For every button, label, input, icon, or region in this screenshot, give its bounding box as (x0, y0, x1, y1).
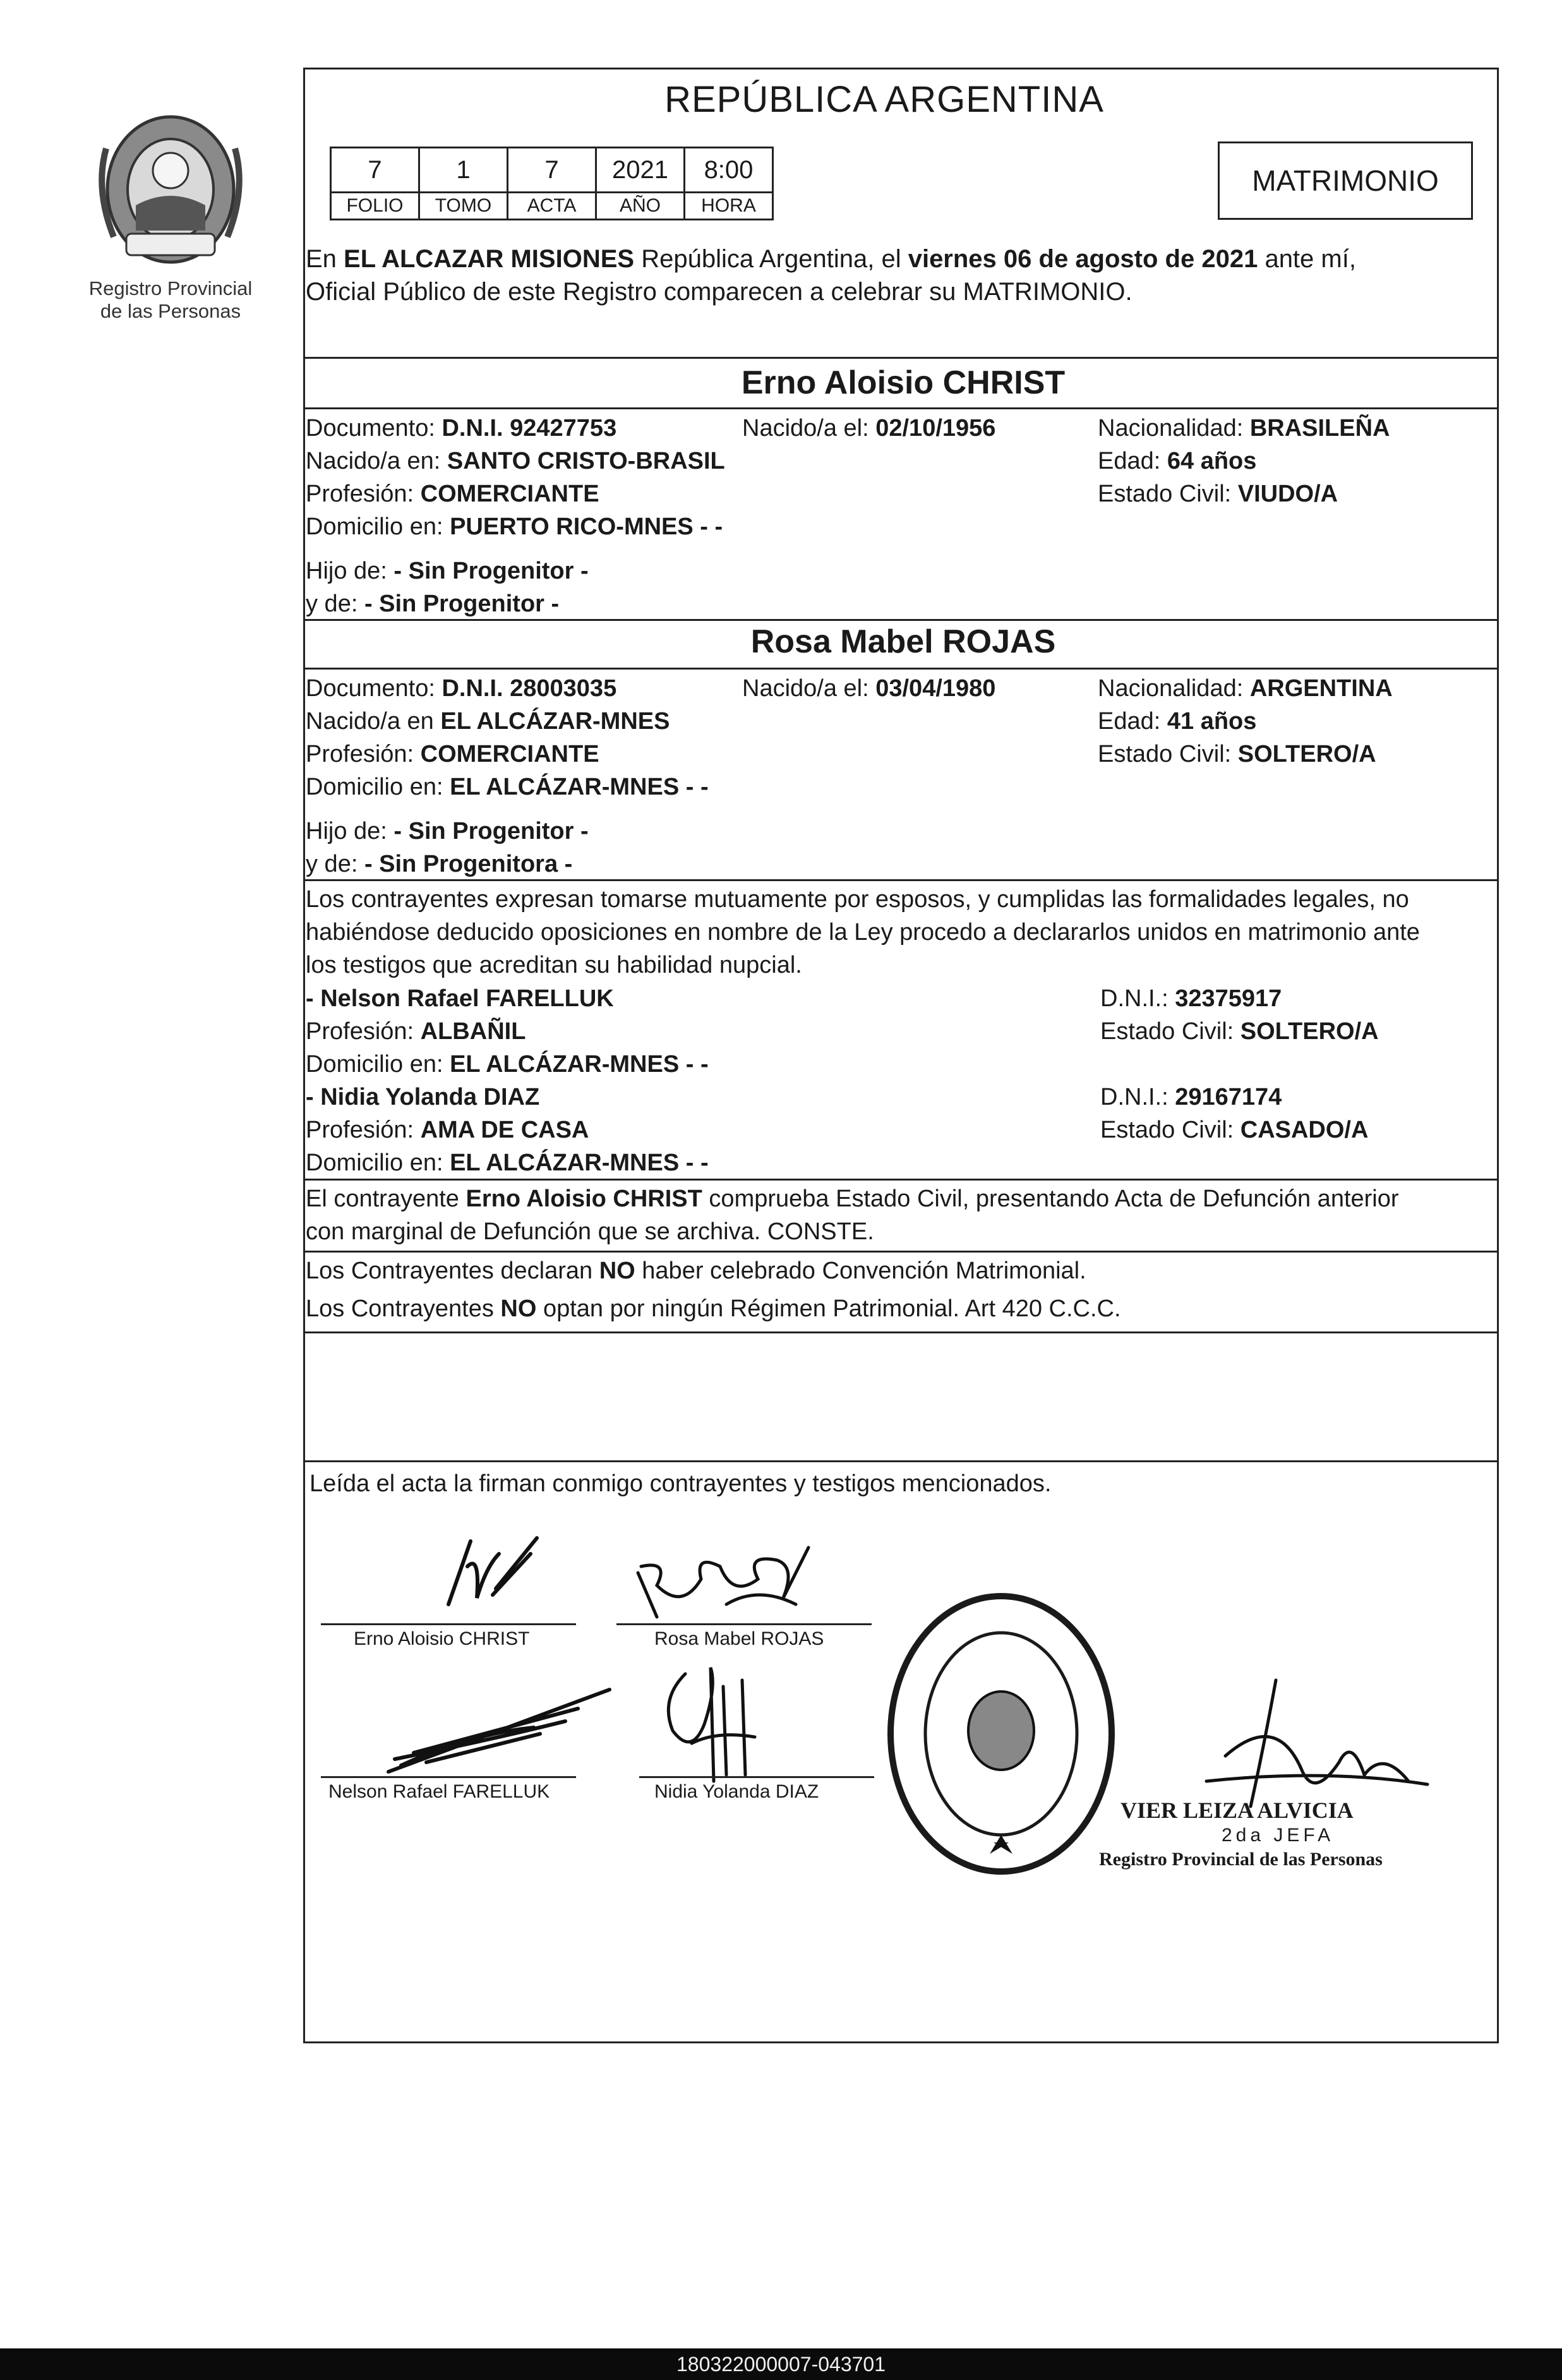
witness1-name: - Nelson Rafael FARELLUK (306, 985, 614, 1012)
witness1-address: Domicilio en: EL ALCÁZAR-MNES - - (306, 1051, 709, 1078)
spouse2-age: Edad: 41 años (1098, 708, 1257, 735)
spouse1-nationality: Nacionalidad: BRASILEÑA (1098, 415, 1390, 442)
witness2-profession: Profesión: AMA DE CASA (306, 1117, 589, 1143)
signature-line (639, 1776, 874, 1778)
spouse2-document: Documento: D.N.I. 28003035 (306, 675, 617, 702)
closing-text: Leída el acta la firman conmigo contrayentes y testigos mencionados. (309, 1470, 1052, 1497)
witness2-name: - Nidia Yolanda DIAZ (306, 1084, 540, 1110)
spouse1-document: Documento: D.N.I. 92427753 (306, 415, 617, 442)
divider (303, 879, 1499, 881)
divider (303, 1179, 1499, 1181)
registry-seal-icon (88, 111, 253, 272)
acta-label: ACTA (508, 193, 596, 220)
intro-line-1: En EL ALCAZAR MISIONES República Argentina, el viernes 06 de agosto de 2021 ante mí, (306, 245, 1356, 273)
signature-line (616, 1623, 872, 1625)
ano-label: AÑO (596, 193, 685, 220)
spouse1-civil-status: Estado Civil: VIUDO/A (1098, 481, 1338, 507)
hora-label: HORA (685, 193, 773, 220)
signature-caption-rosa: Rosa Mabel ROJAS (654, 1628, 824, 1649)
regime-line-1: Los Contrayentes declaran NO haber celebrado Convención Matrimonial. (306, 1258, 1086, 1284)
official-name: VIER LEIZA ALVICIA (1120, 1798, 1354, 1823)
signature-caption-erno: Erno Aloisio CHRIST (354, 1628, 530, 1649)
divider (303, 407, 1499, 409)
signature-erno-icon (436, 1529, 543, 1611)
witness2-dni: D.N.I.: 29167174 (1100, 1084, 1282, 1110)
spouse1-birthdate: Nacido/a el: 02/10/1956 (742, 415, 996, 442)
declaration-line-3: los testigos que acreditan su habilidad nupcial. (306, 952, 802, 978)
folio-value: 7 (331, 148, 419, 193)
spouse1-parent1: Hijo de: - Sin Progenitor - (306, 558, 589, 584)
divider (303, 357, 1499, 359)
witness1-civil-status: Estado Civil: SOLTERO/A (1100, 1018, 1379, 1045)
tomo-value: 1 (419, 148, 508, 193)
witness2-address: Domicilio en: EL ALCÁZAR-MNES - - (306, 1150, 709, 1176)
record-type-badge: MATRIMONIO (1218, 141, 1473, 220)
declaration-line-2: habiéndose deducido oposiciones en nombre de la Ley procedo a declararlos unidos en matrimonio ante (306, 919, 1420, 946)
spouse2-civil-status: Estado Civil: SOLTERO/A (1098, 741, 1376, 767)
spouse1-birthplace: Nacido/a en: SANTO CRISTO-BRASIL (306, 448, 725, 474)
signature-rosa-icon (632, 1541, 821, 1623)
spouse1-age: Edad: 64 años (1098, 448, 1257, 474)
registry-caption-1: Registro Provincial (88, 277, 253, 299)
spouse2-address: Domicilio en: EL ALCÁZAR-MNES - - (306, 774, 709, 800)
ano-value: 2021 (596, 148, 685, 193)
signature-caption-nelson: Nelson Rafael FARELLUK (328, 1781, 550, 1802)
document-code: 180322000007-043701 (0, 2348, 1562, 2380)
civil-note-line-1: El contrayente Erno Aloisio CHRIST comprueba Estado Civil, presentando Acta de Defunción anterior (306, 1186, 1399, 1212)
spouse1-parent2: y de: - Sin Progenitor - (306, 591, 560, 617)
divider (303, 1460, 1499, 1462)
signature-caption-nidia: Nidia Yolanda DIAZ (654, 1781, 819, 1802)
acta-value: 7 (508, 148, 596, 193)
spouse2-name: Rosa Mabel ROJAS (750, 623, 1056, 660)
spouse2-nationality: Nacionalidad: ARGENTINA (1098, 675, 1393, 702)
folio-label: FOLIO (331, 193, 419, 220)
signature-nelson-icon (376, 1683, 616, 1778)
regime-line-2: Los Contrayentes NO optan por ningún Régimen Patrimonial. Art 420 C.C.C. (306, 1295, 1121, 1322)
divider (303, 619, 1499, 621)
spouse1-address: Domicilio en: PUERTO RICO-MNES - - (306, 514, 723, 540)
spouse2-birthdate: Nacido/a el: 03/04/1980 (742, 675, 996, 702)
hora-value: 8:00 (685, 148, 773, 193)
spouse2-profession: Profesión: COMERCIANTE (306, 741, 599, 767)
spouse1-name: Erno Aloisio CHRIST (741, 364, 1066, 401)
spouse2-parent1: Hijo de: - Sin Progenitor - (306, 818, 589, 844)
official-org: Registro Provincial de las Personas (1099, 1849, 1383, 1870)
divider (303, 668, 1499, 670)
official-role: 2da JEFA (1222, 1825, 1335, 1846)
divider (303, 1331, 1499, 1333)
signature-line (321, 1623, 576, 1625)
official-seal-icon (881, 1589, 1121, 1879)
witness2-civil-status: Estado Civil: CASADO/A (1100, 1117, 1369, 1143)
witness1-dni: D.N.I.: 32375917 (1100, 985, 1282, 1012)
record-header-table (330, 147, 774, 220)
spouse1-profession: Profesión: COMERCIANTE (306, 481, 599, 507)
tomo-label: TOMO (419, 193, 508, 220)
registry-caption-2: de las Personas (100, 300, 241, 322)
page-title: REPÚBLICA ARGENTINA (664, 79, 1104, 120)
signature-nidia-icon (654, 1661, 767, 1788)
spouse2-parent2: y de: - Sin Progenitora - (306, 851, 573, 877)
civil-note-line-2: con marginal de Defunción que se archiva. CONSTE. (306, 1218, 874, 1245)
divider (303, 1251, 1499, 1253)
witness1-profession: Profesión: ALBAÑIL (306, 1018, 526, 1045)
signature-line (321, 1776, 576, 1778)
spouse2-birthplace: Nacido/a en EL ALCÁZAR-MNES (306, 708, 670, 735)
intro-line-2: Oficial Público de este Registro comparecen a celebrar su MATRIMONIO. (306, 278, 1132, 306)
declaration-line-1: Los contrayentes expresan tomarse mutuamente por esposos, y cumplidas las formalidades legales, no (306, 886, 1409, 913)
